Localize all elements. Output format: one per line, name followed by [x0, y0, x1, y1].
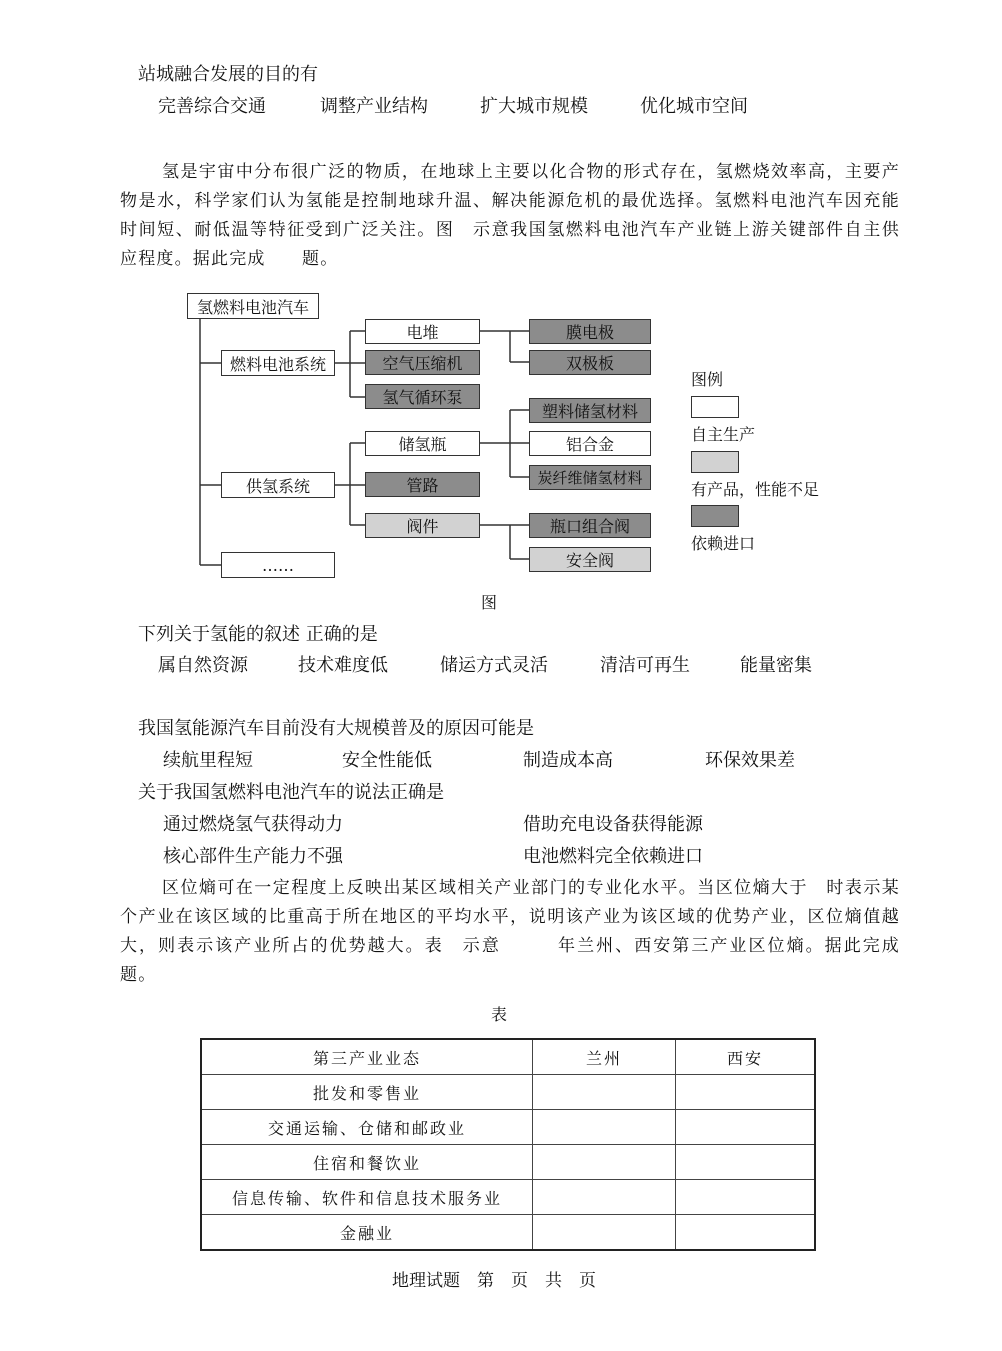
- intro-option-c[interactable]: 扩大城市规模: [480, 96, 588, 117]
- table-row: [201, 1145, 815, 1180]
- subpart-bipolar-plate: 双极板: [529, 350, 651, 375]
- cell-lanzhou: [533, 1075, 676, 1110]
- tertiary-industry-table: [200, 1038, 816, 1251]
- q1-option-c[interactable]: 储运方式灵活: [440, 655, 548, 676]
- cell-xian: [676, 1215, 816, 1251]
- q2-option-a[interactable]: 续航里程短: [163, 750, 253, 771]
- diagram-root: 氢燃料电池汽车: [187, 293, 319, 319]
- table-row: [201, 1110, 815, 1145]
- cell-xian: [676, 1075, 816, 1110]
- figure-caption: 图: [481, 593, 498, 612]
- hydrogen-passage: 氢是宇宙中分布很广泛的物质，在地球上主要以化合物的形式存在，氢燃烧效率高，主要产物是水，科学家们认为氢能是控制地球升温、解决能源危机的最优选择。氢燃料电池汽车因充能时间短、耐低温等特征受到广泛关注。图 示意我国氢燃料电池汽车产业链上游关键部件自主供应程度。据此完成 题。: [120, 162, 900, 269]
- part-tank: 储氢瓶: [365, 431, 480, 456]
- q3-stem: 关于我国氢燃料电池汽车的说法正确是: [138, 782, 444, 803]
- q2-stem: 我国氢能源汽车目前没有大规模普及的原因可能是: [138, 718, 534, 739]
- q1-option-b[interactable]: 技术难度低: [298, 655, 388, 676]
- row-label: 信息传输、软件和信息技术服务业: [201, 1180, 533, 1215]
- q3-option-a[interactable]: 通过燃烧氢气获得动力: [163, 814, 343, 835]
- cell-lanzhou: [533, 1110, 676, 1145]
- location-quotient-passage: 区位熵可在一定程度上反映出某区域相关产业部门的专业化水平。当区位熵大于 时表示某个产业在该区域的比重高于所在地区的平均水平，说明该产业为该区域的优势产业，区位熵值越大，则表示该产业所占的优势越大。表 示意 年兰州、西安第三产业区位熵。据此完成 题。: [120, 878, 937, 985]
- legend-swatch-weak: [691, 451, 739, 473]
- legend-swatch-import: [691, 505, 739, 527]
- legend-swatch-self: [691, 396, 739, 418]
- row-label: 交通运输、仓储和邮政业: [201, 1110, 533, 1145]
- intro-option-d[interactable]: 优化城市空间: [640, 96, 748, 117]
- q1-option-d[interactable]: 清洁可再生: [600, 655, 690, 676]
- q1-option-a[interactable]: 属自然资源: [158, 655, 248, 676]
- q1-option-e[interactable]: 能量密集: [740, 655, 812, 676]
- intro-option-a[interactable]: 完善综合交通: [158, 96, 266, 117]
- system-others: ……: [221, 552, 335, 578]
- part-pipeline: 管路: [365, 472, 480, 497]
- q2-option-d[interactable]: 环保效果差: [705, 750, 795, 771]
- header-lanzhou: 兰州: [533, 1039, 676, 1075]
- cell-lanzhou: [533, 1215, 676, 1251]
- legend-label-self: 自主生产: [691, 425, 756, 444]
- part-stack: 电堆: [365, 319, 480, 344]
- cell-lanzhou: [533, 1180, 676, 1215]
- part-valve: 阀件: [365, 513, 480, 538]
- intro-option-b[interactable]: 调整产业结构: [320, 96, 428, 117]
- q3-option-c[interactable]: 核心部件生产能力不强: [163, 846, 343, 867]
- part-air-compressor: 空气压缩机: [365, 350, 480, 375]
- row-label: 住宿和餐饮业: [201, 1145, 533, 1180]
- table-row: [201, 1180, 815, 1215]
- subpart-safety-valve: 安全阀: [529, 547, 651, 572]
- q2-option-c[interactable]: 制造成本高: [523, 750, 613, 771]
- industry-chain-diagram: [0, 0, 1002, 620]
- table-header-row: [201, 1039, 815, 1075]
- part-hydrogen-pump: 氢气循环泵: [365, 384, 480, 409]
- subpart-carbon-fiber: 炭纤维储氢材料: [529, 465, 651, 490]
- cell-xian: [676, 1110, 816, 1145]
- header-industry: 第三产业业态: [201, 1039, 533, 1075]
- page-footer: 地理试题 第 页 共 页: [392, 1271, 596, 1291]
- header-xian: 西安: [676, 1039, 816, 1075]
- legend-label-import: 依赖进口: [691, 534, 756, 553]
- q3-option-d[interactable]: 电池燃料完全依赖进口: [523, 846, 703, 867]
- q3-option-b[interactable]: 借助充电设备获得能源: [523, 814, 703, 835]
- cell-xian: [676, 1180, 816, 1215]
- subpart-mea: 膜电极: [529, 319, 651, 344]
- q2-option-b[interactable]: 安全性能低: [342, 750, 432, 771]
- table-row: [201, 1075, 815, 1110]
- subpart-aluminum: 铝合金: [529, 431, 651, 456]
- table-caption: 表: [491, 1005, 508, 1024]
- q1-stem: 下列关于氢能的叙述 正确的是: [138, 624, 378, 645]
- intro-question-stem: 站城融合发展的目的有: [138, 64, 318, 85]
- row-label: 批发和零售业: [201, 1075, 533, 1110]
- subpart-bottle-valve: 瓶口组合阀: [529, 513, 651, 538]
- legend-title: 图例: [691, 370, 724, 389]
- system-hydrogen-supply: 供氢系统: [221, 472, 335, 498]
- subpart-plastic-storage: 塑料储氢材料: [529, 398, 651, 423]
- table-row: [201, 1215, 815, 1251]
- row-label: 金融业: [201, 1215, 533, 1251]
- cell-xian: [676, 1145, 816, 1180]
- cell-lanzhou: [533, 1145, 676, 1180]
- system-fuel-cell: 燃料电池系统: [221, 350, 335, 376]
- legend-label-weak: 有产品，性能不足: [691, 480, 820, 499]
